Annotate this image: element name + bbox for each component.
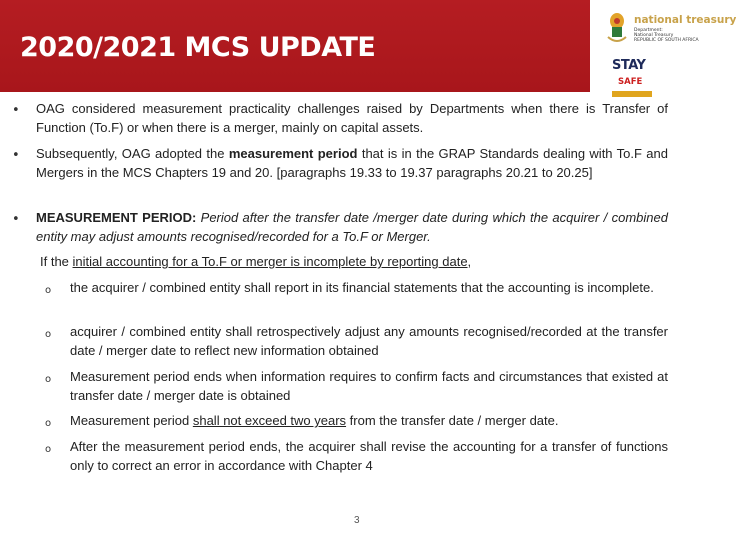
circle-bullet-icon: o <box>45 444 52 455</box>
circle-bullet-icon: o <box>45 418 52 429</box>
sub-item-4-underlined: shall not exceed two years <box>192 413 347 428</box>
bullet-paragraph-2 <box>36 145 668 182</box>
intro-start: If the <box>40 254 73 269</box>
bullet-paragraph-1: OAG considered measurement practicality challenges raised by Departments when there is Transfer of Function (To.F) or when there is a merger, mainly on capital assets. <box>36 101 668 135</box>
bullet-2-text-end: that is in the GRAP Standards dealing with To.F and Mergers in the MCS Chapters 19 and 20. [paragraphs 19.33 to 19.37 paragraphs 20.21 to 20.25] <box>36 146 668 180</box>
page-number: 3 <box>354 515 360 526</box>
sub-item-4-start: Measurement period <box>70 413 193 428</box>
safe-word: SAFE <box>618 77 643 87</box>
circle-bullet-icon: o <box>45 329 52 340</box>
sub-item-4 <box>70 412 668 431</box>
bullet-2-bold-term: measurement period <box>228 146 358 161</box>
bullet-icon: • <box>12 148 20 163</box>
bullet-icon: • <box>12 212 20 227</box>
stay-word: STAY <box>612 58 646 73</box>
sub-item-3: Measurement period ends when information requires to confirm facts and circumstances that existed at transfer date / merger date is obtained <box>70 369 668 403</box>
treasury-line2: National Treasury <box>634 33 674 38</box>
treasury-name: national treasury <box>634 14 736 26</box>
sub-item-4-end: from the transfer date / merger date. <box>346 413 559 428</box>
sub-list-intro <box>40 254 540 269</box>
bullet-2-text-start: Subsequently, OAG adopted the <box>36 146 229 161</box>
intro-underlined: initial accounting for a To.F or merger is incomplete by reporting date <box>72 254 468 269</box>
circle-bullet-icon: o <box>45 374 52 385</box>
intro-end: , <box>467 254 472 269</box>
sub-item-5: After the measurement period ends, the acquirer shall revise the accounting for a transfer of functions only to correct an error in accordance with Chapter 4 <box>70 439 668 473</box>
slide-title: 2020/2021 MCS UPDATE <box>20 32 376 63</box>
sub-item-1: the acquirer / combined entity shall report in its financial statements that the accounting is incomplete. <box>70 280 654 295</box>
definition-text: Period after the transfer date /merger date during which the acquirer / combined entity may adjust amounts recognised/recorded for a To.F or Merger. <box>36 210 668 244</box>
circle-bullet-icon: o <box>45 285 52 296</box>
treasury-line3: REPUBLIC OF SOUTH AFRICA <box>634 38 699 43</box>
treasury-line1: Department: <box>634 28 663 33</box>
sub-item-2: acquirer / combined entity shall retrospectively adjust any amounts recognised/recorded at the transfer date / merger date to reflect new information obtained <box>70 324 668 358</box>
bullet-icon: • <box>12 103 20 118</box>
definition-term: MEASUREMENT PERIOD: <box>36 210 197 225</box>
bullet-paragraph-3 <box>36 209 668 246</box>
